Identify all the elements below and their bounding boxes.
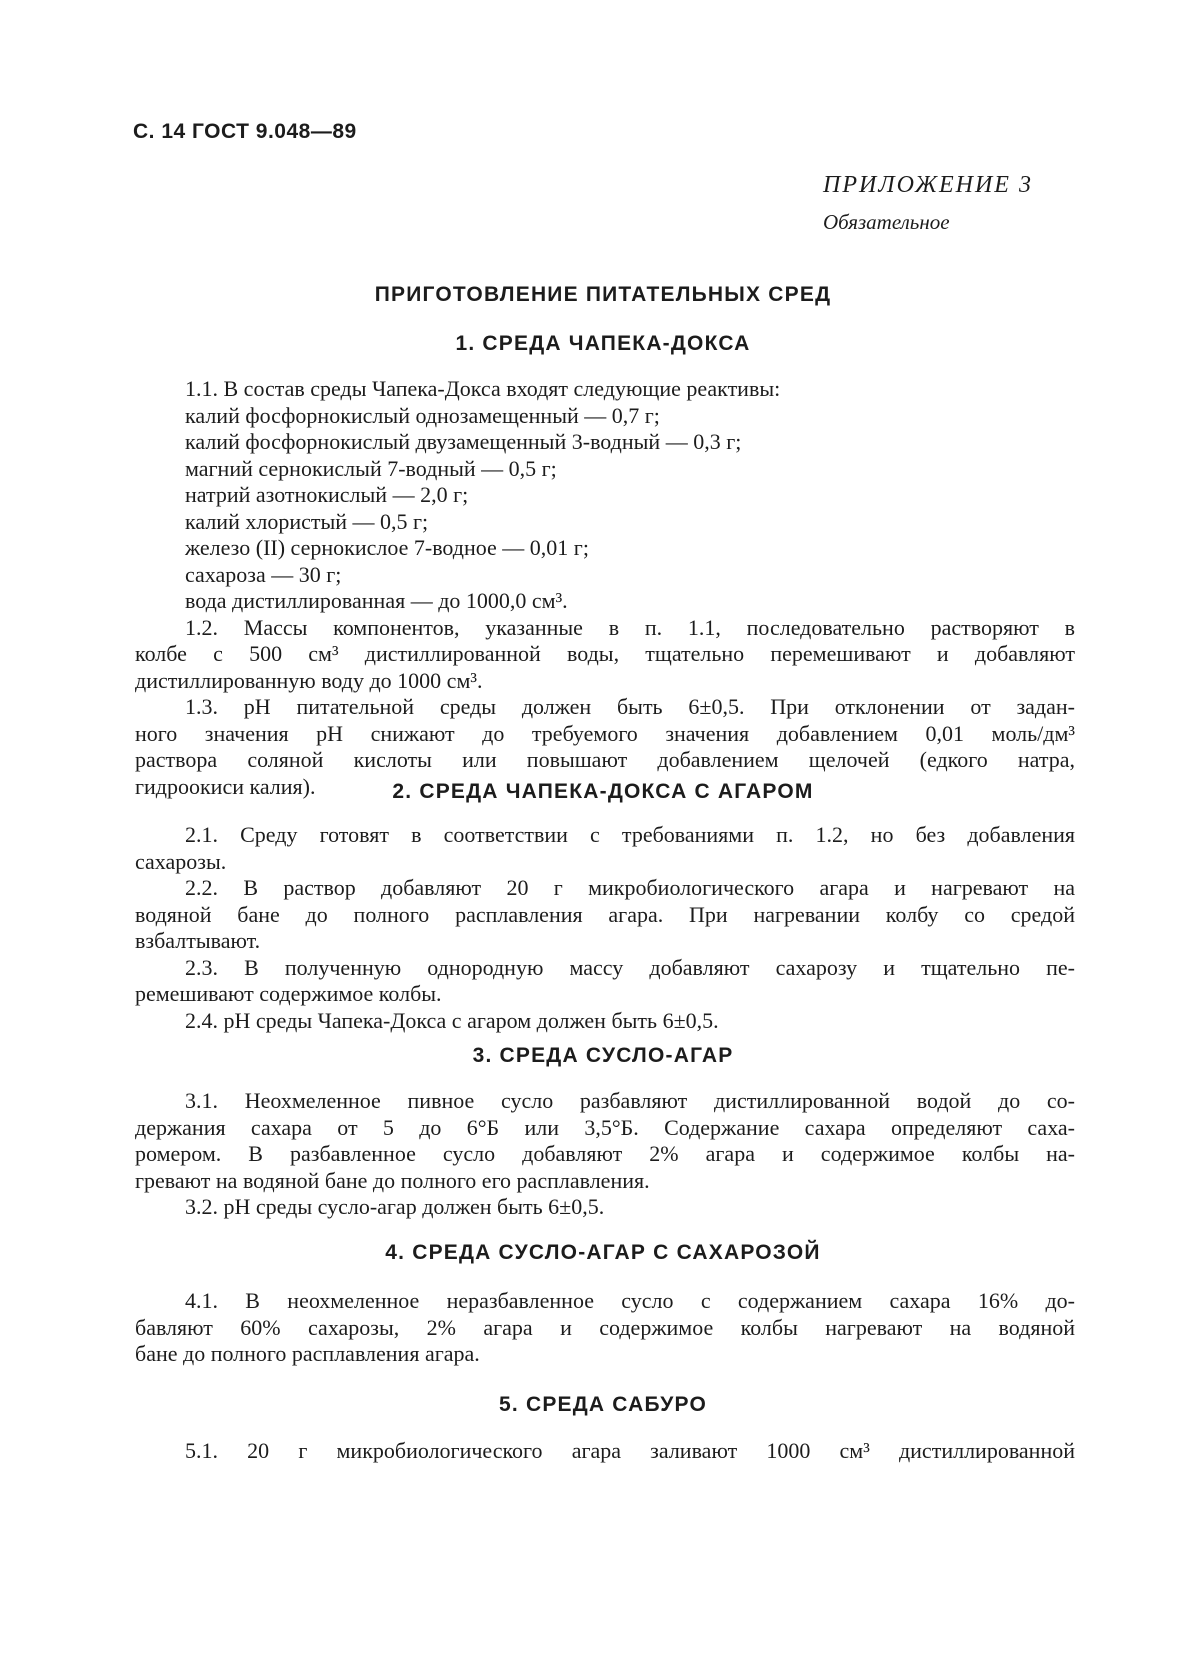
paragraph-3-1-line: держания сахара от 5 до 6°Б или 3,5°Б. Содержание сахара определяют саха- (135, 1114, 1075, 1140)
reagent-item: калий фосфорнокислый двузамещенный 3-водный — 0,3 г; (185, 429, 742, 454)
paragraph-3-2: 3.2. pH среды сусло-агар должен быть 6±0,5. (185, 1194, 605, 1219)
appendix-title: ПРИЛОЖЕНИЕ 3 (823, 172, 1033, 198)
paragraph-4-1-line: 4.1. В неохмеленное неразбавленное сусло с содержанием сахара 16% до- (185, 1288, 1075, 1313)
section-4-body (135, 1288, 1075, 1368)
section-4-heading: 4. СРЕДА СУСЛО-АГАР С САХАРОЗОЙ (385, 1241, 821, 1264)
reagent-item: сахароза — 30 г; (185, 561, 342, 587)
paragraph-2-2-line: взбалтывают. (135, 928, 261, 953)
paragraph-5-1-line: 5.1. 20 г микробиологического агара заливают 1000 см³ дистиллированной (185, 1438, 1075, 1463)
main-title: ПРИГОТОВЛЕНИЕ ПИТАТЕЛЬНЫХ СРЕД (374, 283, 832, 306)
paragraph-1-3-line: ного значения pH снижают до требуемого значения добавлением 0,01 моль/дм³ (135, 720, 1075, 746)
reagent-item: железо (II) сернокислое 7-водное — 0,01 г; (185, 535, 589, 560)
paragraph-1-2-line: 1.2. Массы компонентов, указанные в п. 1.1, последовательно растворяют в (185, 614, 1075, 640)
paragraph-1-2-line: дистиллированную воду до 1000 см³. (135, 667, 483, 693)
section-2-heading: 2. СРЕДА ЧАПЕКА-ДОКСА С АГАРОМ (392, 780, 814, 803)
paragraph-3-1-line: ромером. В разбавленное сусло добавляют 2% агара и содержимое колбы на- (135, 1141, 1075, 1166)
paragraph-2-1-line: 2.1. Среду готовят в соответствии с требованиями п. 1.2, но без добавления (185, 822, 1075, 847)
section-3-body (135, 1088, 1075, 1221)
reagent-item: калий хлористый — 0,5 г; (185, 508, 429, 534)
paragraph-2-2-line: водяной бане до полного расплавления агара. При нагревании колбу со средой (135, 901, 1075, 927)
paragraph-3-1-line: 3.1. Неохмеленное пивное сусло разбавляют дистиллированной водой до со- (185, 1088, 1075, 1113)
reagent-item: калий фосфорнокислый однозамещенный — 0,7 г; (185, 402, 660, 428)
paragraph-1-3-line: раствора соляной кислоты или повышают добавлением щелочей (едкого натра, (135, 747, 1075, 772)
paragraph-1-3-line: гидроокиси калия). (135, 773, 316, 799)
paragraph-2-4: 2.4. pH среды Чапека-Докса с агаром должен быть 6±0,5. (185, 1007, 719, 1033)
paragraph-4-1-line: бане до полного расплавления агара. (135, 1341, 480, 1366)
paragraph-1-2-line: колбе с 500 см³ дистиллированной воды, тщательно перемешивают и добавляют (135, 641, 1075, 666)
paragraph-2-3-line: ремешивают содержимое колбы. (135, 981, 442, 1006)
section-3-heading: 3. СРЕДА СУСЛО-АГАР (472, 1044, 734, 1067)
section-1-body (135, 376, 1075, 800)
paragraph-1-1: 1.1. В состав среды Чапека-Докса входят следующие реактивы: (185, 376, 781, 401)
paragraph-1-3-line: 1.3. pH питательной среды должен быть 6±0,5. При отклонении от задан- (185, 694, 1075, 719)
paragraph-2-1-line: сахарозы. (135, 848, 227, 874)
reagent-item: вода дистиллированная — до 1000,0 см³. (185, 588, 568, 613)
section-2-body (135, 822, 1075, 1034)
running-head: С. 14 ГОСТ 9.048—89 (133, 120, 357, 143)
paragraph-3-1-line: гревают на водяной бане до полного его расплавления. (135, 1167, 650, 1193)
paragraph-4-1-line: бавляют 60% сахарозы, 2% агара и содержимое колбы нагревают на водяной (135, 1314, 1075, 1340)
paragraph-2-3-line: 2.3. В полученную однородную массу добавляют сахарозу и тщательно пе- (185, 954, 1075, 980)
appendix-status: Обязательное (823, 210, 950, 234)
reagent-item: натрий азотнокислый — 2,0 г; (185, 482, 469, 507)
section-1-heading: 1. СРЕДА ЧАПЕКА-ДОКСА (455, 332, 751, 355)
paragraph-2-2-line: 2.2. В раствор добавляют 20 г микробиологического агара и нагревают на (185, 875, 1075, 900)
section-5-body (135, 1438, 1075, 1465)
section-5-heading: 5. СРЕДА САБУРО (499, 1393, 707, 1416)
reagent-item: магний сернокислый 7-водный — 0,5 г; (185, 455, 557, 481)
